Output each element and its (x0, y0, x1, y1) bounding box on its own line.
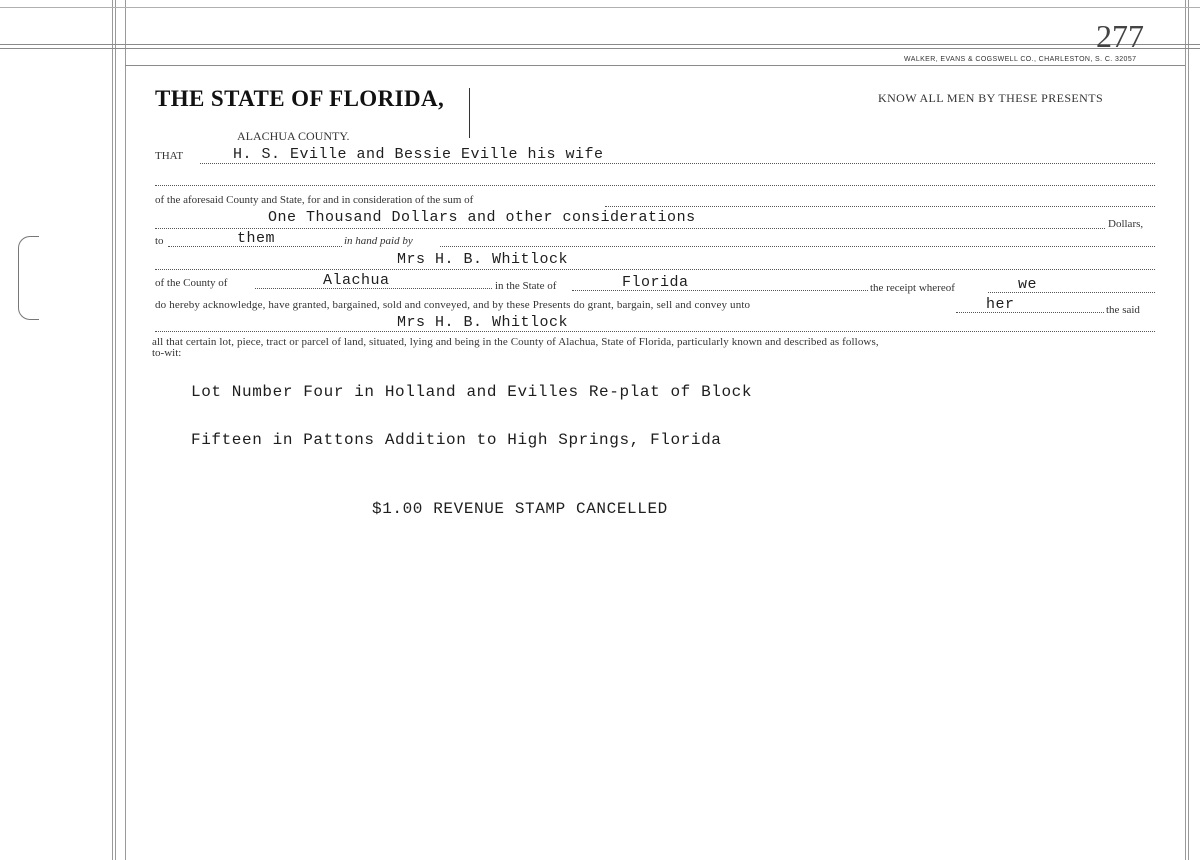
that-label: THAT (155, 150, 184, 162)
know-all-men: KNOW ALL MEN BY THESE PRESENTS (878, 91, 1104, 105)
grantor-dotted-line (200, 163, 1155, 164)
left-margin-rule-1 (112, 0, 113, 860)
to-value: them (237, 230, 276, 247)
paid-by-label: in hand paid by (344, 235, 413, 247)
top-rule-4 (125, 65, 1185, 66)
sum-dotted-line (155, 228, 1105, 229)
payer-dotted-line (155, 269, 1155, 270)
top-rule-1 (0, 7, 1200, 8)
payer-name: Mrs H. B. Whitlock (397, 251, 569, 268)
grantee-dotted-line (155, 331, 1155, 332)
aforesaid-text: of the aforesaid County and State, for and in consideration of the sum of (155, 194, 474, 206)
aforesaid-dotted-line (605, 206, 1155, 207)
sum-amount: One Thousand Dollars and other considerations (268, 209, 696, 226)
top-rule-2 (0, 44, 1200, 45)
right-margin-rule-2 (1188, 0, 1189, 860)
receipt-dotted-line (988, 292, 1155, 293)
printer-imprint: WALKER, EVANS & COGSWELL CO., CHARLESTON, S. C. 32057 (904, 56, 1137, 63)
acknowledge-text: do hereby acknowledge, have granted, bargained, sold and conveyed, and by these Presents do grant, bargain, sell and convey unto (155, 299, 751, 311)
page-number: 277 (1096, 18, 1144, 54)
state-of-label: in the State of (495, 280, 557, 292)
revenue-stamp-note: $1.00 REVENUE STAMP CANCELLED (372, 500, 668, 518)
state-of-dotted-line (572, 290, 868, 291)
document-title: THE STATE OF FLORIDA, (155, 86, 445, 111)
county-of-label: of the County of (155, 277, 228, 289)
receipt-label: the receipt whereof (870, 282, 955, 294)
blank-dotted-line-1 (155, 185, 1155, 186)
binder-hole-mark (18, 236, 39, 320)
to-wit-label: to-wit: (152, 347, 182, 359)
county-of-value: Alachua (323, 272, 390, 289)
title-brace (466, 88, 470, 138)
grantor-names: H. S. Eville and Bessie Eville his wife (233, 146, 604, 163)
convey-dotted-line (956, 312, 1104, 313)
receipt-value: we (1018, 276, 1038, 293)
state-of-value: Florida (622, 274, 689, 291)
to-label: to (155, 235, 164, 247)
county-heading: ALACHUA COUNTY. (237, 129, 350, 143)
description-line-1: Lot Number Four in Holland and Evilles Re-plat of Block (191, 383, 753, 401)
all-that-text: all that certain lot, piece, tract or parcel of land, situated, lying and being in the County of Alachua, State of Florida, particularly known and described as follows, (152, 336, 879, 348)
left-margin-rule-2 (115, 0, 116, 860)
paid-by-dotted-line (440, 246, 1155, 247)
dollars-label: Dollars, (1108, 218, 1144, 230)
top-rule-3 (0, 48, 1200, 49)
grantee-name: Mrs H. B. Whitlock (397, 314, 569, 331)
left-margin-rule-3 (125, 0, 126, 860)
the-said-label: the said (1106, 304, 1140, 316)
grantee-pronoun: her (986, 296, 1015, 313)
right-margin-rule-1 (1185, 0, 1186, 860)
description-line-2: Fifteen in Pattons Addition to High Springs, Florida (191, 431, 722, 449)
